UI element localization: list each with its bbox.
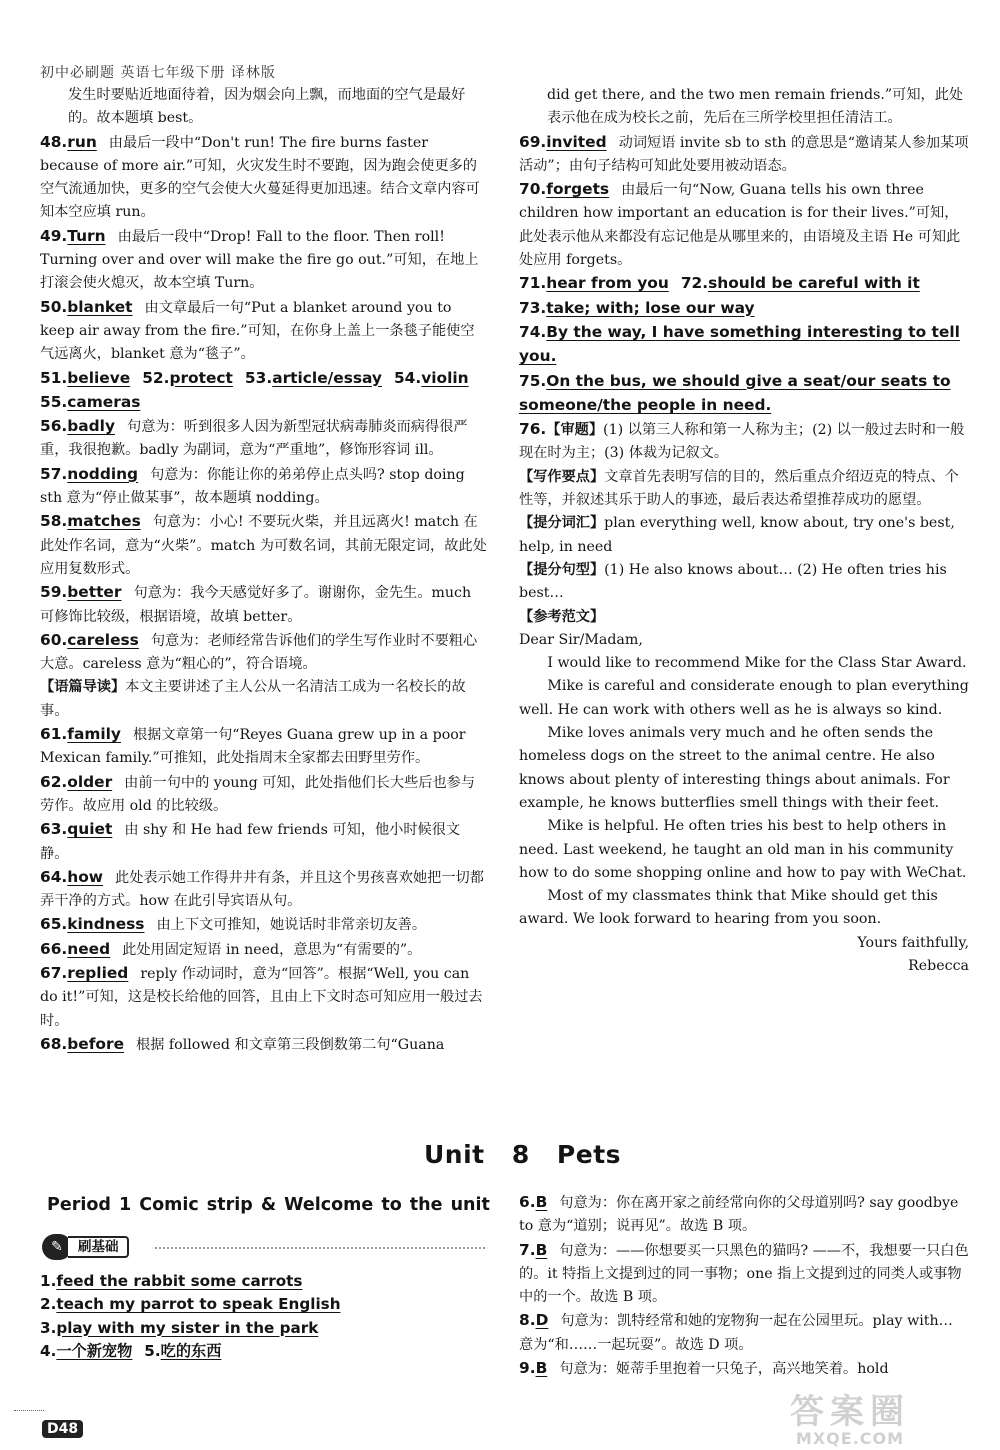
answer-text: need (67, 939, 111, 958)
explanation-text: 句意为：凯特经常和她的宠物狗一起在公园里玩。play with… 意为“和……一起玩耍”。故选 D 项。 (519, 1313, 953, 1353)
answer-text: 一个新宠物 (56, 1341, 133, 1360)
explanation-text: 由最后一句“Now, Guana tells his own three children how important an education is for their lives.”可知，此处表示他从来都没有忘记他是从哪里来的，由语境及主语 He 可知此处应用 forgets。 (519, 182, 961, 269)
section-tag: 【审题】 (546, 422, 604, 439)
answer-item (40, 510, 488, 581)
answer-text: By the way, I have something interesting to tell you. (519, 322, 960, 366)
answer-text: play with my sister in the park (56, 1318, 319, 1337)
item-number: 56. (40, 417, 68, 436)
essay-paragraph: Mike is helpful. He often tries his best to help others in need. Last weekend, he taught an old man in his community how to do some shopping online and how to pay with WeChat. (519, 818, 967, 881)
explanation-text: (1) He also knows about… (2) He often tries his best… (519, 561, 947, 602)
item-number: 74. (519, 322, 547, 341)
answer-item (519, 84, 969, 131)
answer-item (40, 938, 488, 962)
essay-paragraph: Most of my classmates think that Mike should get this award. We look forward to hearing from you soon. (519, 888, 938, 928)
section-tag: 【提分句型】 (519, 561, 605, 578)
item-number: 60. (40, 630, 68, 649)
answer-text: careless (67, 630, 139, 649)
essay-paragraph: Mike is careful and considerate enough to plan everything well. He can work with others well as he is always so kind. (519, 678, 969, 718)
answer-item (40, 84, 488, 131)
answer-text: forgets (546, 180, 610, 199)
item-number: 50. (40, 297, 68, 316)
answer-item (519, 297, 969, 321)
answer-item (519, 1357, 971, 1381)
answer-item (519, 272, 969, 296)
item-number: 75. (519, 371, 547, 390)
answer-item (40, 771, 488, 819)
answer-item (40, 367, 488, 391)
item-number: 58. (40, 512, 68, 531)
answer-item (40, 225, 488, 296)
item-number: 73. (519, 298, 547, 317)
explanation-text: 句意为：你能让你的弟弟停止点头吗? stop doing sth 意为“停止做某事”，故本题填 nodding。 (40, 466, 465, 507)
badge-label: 刷基础 (68, 1236, 129, 1258)
item-number: 3. (40, 1318, 57, 1337)
explanation-text: 句意为：姬蒂手里抱着一只兔子，高兴地笑着。hold (559, 1361, 889, 1378)
answer-item (40, 581, 488, 629)
explanation-text: 文章首先表明写信的目的，然后重点介绍迈克的特点、个性等，并叙述其乐于助人的事迹，最后表达希望推荐成功的愿望。 (519, 468, 959, 509)
left-column (40, 84, 488, 1057)
answer-text: On the bus, we should give a seat/our seats to someone/the people in need. (519, 371, 951, 414)
explanation-text: 由上下文可推知，她说话时非常亲切友善。 (156, 917, 427, 934)
item-number: 63. (40, 820, 68, 839)
answer-item (40, 391, 488, 415)
answer-text: D (535, 1311, 549, 1330)
item-number: 61. (40, 725, 68, 744)
answer-item (40, 415, 488, 463)
item-number: 65. (40, 915, 68, 934)
item-number: 51. (40, 368, 68, 387)
item-number: 6. (519, 1193, 536, 1211)
answer-text: Turn (67, 226, 106, 245)
answer-item (40, 1033, 488, 1057)
explanation-text: 由 shy 和 He had few friends 可知，他小时候很文静。 (40, 822, 461, 862)
item-number: 5. (144, 1341, 161, 1360)
explanation-text: 此处表示她工作得井井有条，并且这个男孩喜欢她把一切都弄干净的方式。how 在此引导宾语从句。 (40, 869, 484, 910)
explanation-text: 根据文章第一句“Reyes Guana grew up in a poor Mexican family.”可推知，此处指周末全家都去田野里劳作。 (40, 727, 466, 767)
item-number: 55. (40, 392, 68, 411)
answer-item (519, 178, 969, 272)
explanation-text: 句意为：小心! 不要玩火柴，并且远离火! match 在此处作名词，意为“火柴”。match 为可数名词，其前无限定词，故此处应用复数形式。 (40, 514, 487, 577)
item-number: 68. (40, 1034, 68, 1053)
basics-list (40, 1270, 490, 1363)
watermark-bottom: MXQE.COM (795, 1428, 905, 1448)
answer-item (40, 913, 488, 937)
explanation-text: 根据 followed 和文章第三段倒数第二句“Guana (136, 1036, 445, 1053)
item-number: 57. (40, 464, 68, 483)
item-number: 48. (40, 132, 68, 151)
answer-item (40, 723, 488, 771)
section-tag: 【语篇导读】 (40, 679, 126, 696)
answer-item (519, 606, 969, 629)
answer-item (519, 321, 969, 370)
answer-item (519, 1191, 971, 1239)
answer-text: how (67, 867, 104, 886)
answer-item (40, 463, 488, 511)
answer-item (519, 1239, 971, 1310)
explanation-text: 句意为：老师经常告诉他们的学生写作业时不要粗心大意。careless 意为“粗心的”，符合语境。 (40, 632, 478, 673)
bottom-right-column (519, 1191, 971, 1381)
explanation-text: 由文章最后一句“Put a blanket around you to keep air away from the fire.”可知，在你身上盖上一条毯子能使空气远离火，blanket 意为“毯子”。 (40, 299, 475, 363)
explanation-text: 此处用固定短语 in need，意思为“有需要的”。 (122, 941, 422, 958)
answer-item (40, 1317, 490, 1340)
item-number: 2. (40, 1295, 57, 1314)
answer-item (40, 818, 488, 866)
item-number: 66. (40, 939, 68, 958)
item-number: 69. (519, 132, 547, 151)
answer-text: nodding (67, 464, 139, 483)
essay-closing: Yours faithfully, (857, 934, 969, 951)
answer-text: run (67, 132, 97, 151)
continuation-text: 发生时要贴近地面待着，因为烟会向上飘，而地面的空气是最好的。故本题填 best。 (68, 87, 466, 127)
answer-text: blanket (67, 297, 133, 316)
answer-text: protect (169, 368, 233, 387)
answer-text: replied (67, 963, 129, 982)
answer-item (519, 418, 969, 466)
watermark-top: 答案圈 (790, 1392, 910, 1432)
answer-text: older (67, 772, 113, 791)
answer-item (519, 131, 969, 179)
essay-salutation: Dear Sir/Madam, (519, 631, 643, 648)
item-number: 52. (142, 368, 170, 387)
answer-item (40, 131, 488, 225)
basics-badge (42, 1234, 129, 1260)
explanation-text: 句意为：我今天感觉好多了。谢谢你，金先生。much 可修饰比较级，根据语境，故填 better。 (40, 585, 472, 625)
explanation-text: 由前一句中的 young 可知，此处指他们长大些后也参与劳作。故应用 old 的比较级。 (40, 774, 476, 814)
explanation-text: 句意为：——你想要买一只黑色的猫吗? ——不，我想要一只白色的。it 特指上文提到过的同一事物；one 指上文提到过的同类人或事物中的一个。故选 B 项。 (519, 1242, 969, 1306)
unit-title: Unit 8 Pets (424, 1140, 622, 1169)
right-column (519, 84, 969, 978)
item-number: 70. (519, 180, 547, 199)
explanation-text: reply 作动词时，意为“回答”。根据“Well, you can do it!”可知，这是校长给他的回答，且由上下文时态可知应用一般过去时。 (40, 965, 483, 1029)
item-number: 9. (519, 1359, 536, 1378)
continuation-text: did get there, and the two men remain friends.”可知，此处表示他在成为校长之前，先后在三所学校里担任清洁工。 (547, 87, 964, 127)
answer-item (519, 370, 969, 419)
item-number: 71. (519, 274, 547, 293)
answer-item (40, 1293, 490, 1316)
explanation-text: 由最后一段中“Drop! Fall to the floor. Then roll! Turning over and over will make the fire go out.”可知，在地上打滚会使火熄灭，故本空填 Turn。 (40, 228, 479, 292)
essay-paragraph: Mike loves animals very much and he often sends the homeless dogs on the street to the animal centre. He also knows about plenty of interesting things about animals. For example, he knows butterflies smell things with their feet. (519, 725, 950, 811)
item-number: 64. (40, 867, 68, 886)
answer-item (40, 676, 488, 723)
section-tag: 【提分词汇】 (519, 515, 605, 532)
essay-signature: Rebecca (908, 957, 969, 974)
explanation-text: plan everything well, know about, try one's best, help, in need (519, 515, 955, 555)
answer-text: take; with; lose our way (546, 298, 755, 317)
answer-text: teach my parrot to speak English (56, 1295, 341, 1314)
answer-text: 吃的东西 (160, 1341, 222, 1360)
answer-text: violin (421, 368, 469, 387)
explanation-text: 由最后一段中“Don't run! The fire burns faster because of more air.”可知，火灾发生时不要跑，因为跑会使更多的空气流通加快，更多的空气会使大火蔓延得更加迅速。结合文章内容可知本空应填 run。 (40, 134, 480, 221)
pencil-icon: ✎ (42, 1234, 72, 1260)
answer-text: should be careful with it (708, 274, 920, 293)
item-number: 53. (244, 368, 273, 387)
running-header: 初中必刷题 英语七年级下册 译林版 (40, 65, 276, 81)
answer-text: article/essay (272, 368, 382, 387)
answer-text: B (535, 1240, 548, 1259)
answer-text: B (535, 1359, 548, 1378)
item-number: 76. (519, 420, 547, 439)
explanation-text: 本文主要讲述了主人公从一名清洁工成为一名校长的故事。 (40, 679, 466, 719)
item-number: 1. (40, 1272, 57, 1290)
item-number: 8. (519, 1311, 536, 1330)
item-number: 49. (40, 226, 68, 245)
answer-item (40, 866, 488, 914)
item-number: 4. (40, 1341, 57, 1360)
answer-text: invited (546, 132, 607, 151)
answer-text: cameras (67, 392, 141, 411)
page-deco (14, 1410, 44, 1412)
answer-text: before (67, 1034, 125, 1053)
answer-text: believe (67, 368, 131, 387)
item-number: 62. (40, 772, 68, 791)
answer-text: hear from you (546, 274, 669, 293)
answer-text: family (67, 725, 121, 744)
answer-item (40, 629, 488, 677)
answer-text: feed the rabbit some carrots (56, 1272, 303, 1290)
explanation-text: 句意为：你在离开家之前经常向你的父母道别吗? say goodbye to 意为“道别；说再见”。故选 B 项。 (519, 1195, 959, 1235)
answer-text: quiet (67, 820, 113, 839)
answer-item (40, 296, 488, 367)
answer-text: badly (67, 417, 115, 436)
answer-item (519, 559, 969, 606)
answer-text: kindness (67, 915, 145, 934)
period-title: Period 1 Comic strip & Welcome to the unit (47, 1195, 490, 1215)
answer-item (40, 1270, 490, 1293)
answer-item (519, 512, 969, 559)
item-number: 72. (680, 274, 709, 293)
page-number: D48 (42, 1420, 83, 1438)
essay-paragraph: I would like to recommend Mike for the Class Star Award. (547, 655, 967, 672)
dotted-divider (155, 1247, 485, 1249)
item-number: 67. (40, 963, 68, 982)
answer-item (519, 1309, 971, 1357)
item-number: 54. (393, 368, 422, 387)
answer-text: matches (67, 512, 141, 531)
explanation-text: 动词短语 invite sb to sth 的意思是“邀请某人参加某项活动”；由句子结构可知此处要用被动语态。 (519, 134, 969, 174)
explanation-text: 句意为：听到很多人因为新型冠状病毒肺炎而病得很严重，我很抱歉。badly 为副词，意为“严重地”，修饰形容词 ill。 (40, 419, 468, 459)
section-tag: 【写作要点】 (519, 468, 605, 485)
watermark (790, 1392, 910, 1448)
answer-item (40, 962, 488, 1033)
item-number: 59. (40, 583, 68, 602)
item-number: 7. (519, 1240, 536, 1259)
section-tag: 【参考范文】 (519, 608, 605, 625)
answer-item (40, 1340, 490, 1363)
answer-text: better (67, 583, 122, 602)
answer-text: B (535, 1193, 548, 1211)
answer-item (519, 466, 969, 513)
explanation-text: (1) 以第三人称和第一人称为主；(2) 以一般过去时和一般现在时为主；(3) 体裁为记叙文。 (519, 422, 965, 462)
